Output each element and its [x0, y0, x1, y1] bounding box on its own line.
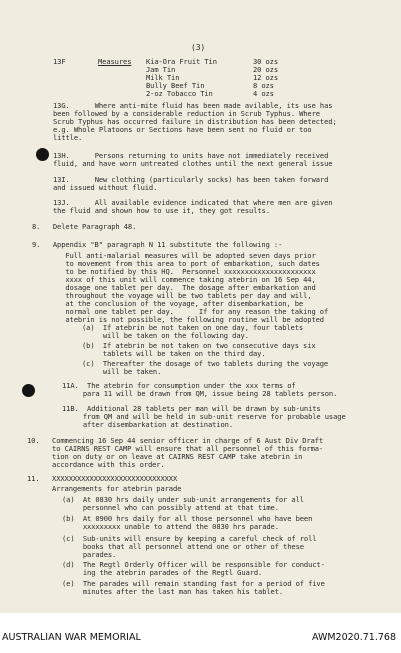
para-13j-line: 13J. All available evidence indicated that where men are given [53, 198, 333, 207]
para-11-sub-e: (e) The parades will remain standing fast for a period of five [62, 579, 325, 588]
measure-qty: 20 ozs [253, 65, 279, 74]
para-9-sub-b: (b) If atebrin be not taken on two consecutive days six [82, 341, 316, 350]
measure-qty: 12 ozs [253, 73, 279, 82]
para-11-line: 11. XXXXXXXXXXXXXXXXXXXXXXXXXXXXXX [27, 474, 178, 483]
para-13j-line: the fluid and shown how to use it, they got results. [53, 206, 270, 215]
para-13f-heading: Measures [98, 57, 132, 66]
para-9-sub-b: tablets will be taken on the third day. [82, 349, 266, 358]
para-13g-line: 13G. Where anti-mite fluid has been made avilable, its use has [53, 101, 333, 110]
para-13g-line: Scrub Typhus has occurred failure in distribution has been detected; [53, 117, 337, 126]
punch-hole [36, 148, 49, 161]
para-13i-line: and issued without fluid. [53, 183, 158, 192]
para-9-line: dosage one tablet per day. The dosage after embarkation and [32, 283, 316, 292]
measure-item: 2-oz Tobacco Tin [146, 89, 213, 98]
para-11-sub-c: parades. [62, 550, 117, 559]
para-11b-line: 11B. Additional 28 tablets per man will be drawn by sub-units [62, 404, 321, 413]
para-9-line: 9. Appendix "B" paragraph N 11 substitute the following :- [32, 240, 283, 249]
para-9-line: throughout the voyage will be two tablets per day and will, [32, 291, 312, 300]
para-11-sub-c: (c) Sub-units will ensure by keeping a careful check of roll [62, 534, 317, 543]
para-9-line: at the conclusion of the voyage, after disembarkation, be [32, 299, 304, 308]
measure-qty: 30 ozs [253, 57, 279, 66]
para-9-sub-c: (c) Thereafter the dosage of two tablets during the voyage [82, 359, 329, 368]
para-9-line: normal one tablet per day. If for any reason the taking of [32, 307, 329, 316]
para-9-line: Full anti-malarial measures will be adopted seven days prior [32, 251, 316, 260]
para-10-line: accordance with this order. [27, 460, 165, 469]
measure-item: Milk Tin [146, 73, 180, 82]
para-11a-line: para 11 will be drawn from QM, issue being 28 tablets person. [62, 389, 338, 398]
para-11-sub-a: (a) At 0830 hrs daily under sub-unit arrangements for all [62, 495, 304, 504]
para-11-sub-e: minutes after the last man has taken his tablet. [62, 587, 284, 596]
para-11-sub-b: (b) At 0900 hrs daily for all those personnel who have been [62, 514, 313, 523]
para-9-sub-c: will be taken. [82, 367, 162, 376]
para-13h-line: 13H. Persons returning to units have not immediately received [53, 151, 329, 160]
para-11b-line: after disembarkation at destination. [62, 420, 234, 429]
measure-qty: 8 ozs [253, 81, 274, 90]
para-9-line: to movement from this area to port of embarkation, such dates [32, 259, 320, 268]
measure-item: Jam Tin [146, 65, 176, 74]
para-11-sub-b: xxxxxxxxx unable to attend the 0830 hrs parade. [62, 522, 279, 531]
para-8: 8. Delete Paragraph 48. [32, 222, 137, 231]
para-13g-line: little. [53, 133, 83, 142]
para-9-line: xxxx of this unit will commence taking atebrin on 16 Sep 44, [32, 275, 316, 284]
punch-hole [22, 384, 35, 397]
para-11-sub-d: ing the atebrin parades of the Regtl Guard. [62, 568, 263, 577]
para-11-sub-c: books that all personnel attend one or other of these [62, 542, 304, 551]
para-13i-line: 13I. New clothing (particularly socks) has been taken forward [53, 175, 329, 184]
measure-item: Bully Beef Tin [146, 81, 205, 90]
para-10-line: tion on duty or on leave at CAIRNS REST CAMP take atebrin in [27, 452, 303, 461]
para-9-sub-a: (a) If atebrin be not taken on one day, four tablets [82, 323, 304, 332]
para-13g-line: been followed by a considerable reduction in Scrub Typhus. Where [53, 109, 320, 118]
para-9-line: to be notified by this HQ. Personnel xxxxxxxxxxxxxxxxxxxxxx [32, 267, 316, 276]
para-9-line: atebrin is not possible, the following routine will be adopted [32, 315, 324, 324]
para-11a-line: 11A. The atebrin for consumption under the xxx terms of [62, 381, 296, 390]
para-9-sub-a: will be taken on the following day. [82, 331, 249, 340]
para-11-sub-a: personnel who can possibly attend at that time. [62, 503, 279, 512]
page-number: (3) [191, 43, 206, 52]
measure-item: Kia-Ora Fruit Tin [146, 57, 217, 66]
para-13g-line: e.g. Whole Platoons or Sections have been sent no fluid or too [53, 125, 312, 134]
archive-reference: AWM2020.71.768 [311, 632, 396, 643]
para-10-line: to CAIRNS REST CAMP will ensure that all personnel of this forma- [27, 444, 324, 453]
para-10-line: 10. Commencing 16 Sep 44 senior officer in charge of 6 Aust Div Draft [27, 436, 324, 445]
para-13h-line: fluid, and have worn untreated clothes until the next general issue [53, 159, 333, 168]
para-11b-line: from QM and will be held in sub-unit reserve for probable usage [62, 412, 346, 421]
measure-qty: 4 ozs [253, 89, 274, 98]
para-11-sub-d: (d) The Regtl Orderly Officer will be responsible for conduct- [62, 560, 325, 569]
archive-name: AUSTRALIAN WAR MEMORIAL [2, 632, 141, 643]
para-11-line: Arrangements for atebrin parade [27, 484, 182, 493]
archive-footer [0, 613, 401, 653]
para-13f-number: 13F [53, 57, 66, 66]
